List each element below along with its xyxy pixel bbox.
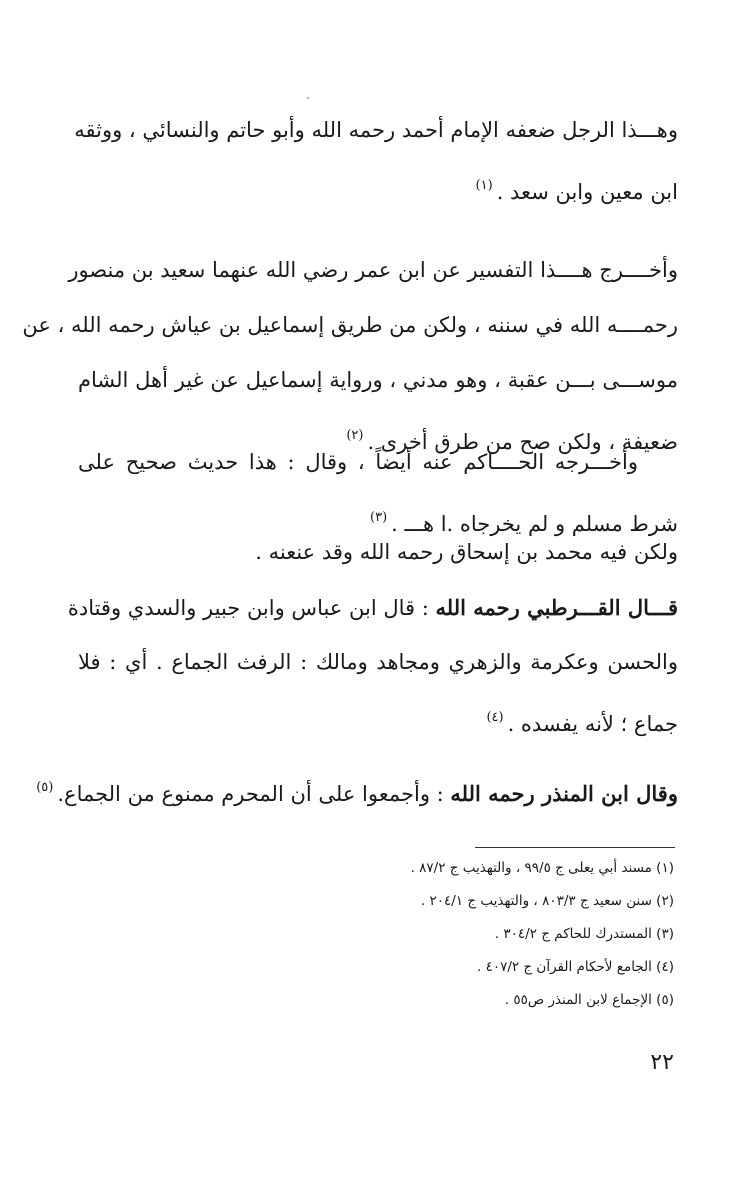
paragraph-2-line-4-text: ضعيفة ، ولكن صح من طرق أخرى .: [367, 430, 678, 454]
footnote-4: (٤) الجامع لأحكام القرآن ج ٤٠٧/٢ .: [476, 959, 674, 975]
paragraph-5-line-3: [78, 690, 678, 745]
footnote-ref-1: (١): [475, 178, 493, 193]
page-number: ٢٢: [650, 1050, 674, 1075]
paragraph-4: [78, 525, 678, 580]
paragraph-6-line-1: [36, 760, 678, 815]
paragraph-1-line-2-text: ابن معين وابن سعد .: [496, 180, 678, 204]
footnote-2: (٢) سنن سعيد ج ٨٠٣/٣ ، والتهذيب ج ٢٠٤/١ .: [420, 893, 674, 909]
paragraph-5-line-3-text: جماع ؛ لأنه يفسده .: [507, 712, 678, 736]
paragraph-1-line-1: وهـــذا الرجل ضعفه الإمام أحمد رحمه الله وأبو حاتم والنسائي ، ووثقه: [74, 118, 678, 142]
footnote-3: (٣) المستدرك للحاكم ج ٣٠٤/٢ .: [494, 926, 674, 942]
paragraph-2-line-3: موســـى بـــن عقبة ، وهو مدني ، ورواية إسماعيل عن غير أهل الشام: [78, 368, 678, 392]
paragraph-6-line-1-text: : وأجمعوا على أن المحرم ممنوع من الجماع.: [57, 782, 444, 806]
paragraph-3-line-1: وأخـــرجه الحــــاكم عنه أيضاً ، وقال : هذا حديث صحيح على: [78, 450, 638, 474]
footnote-ref-2: (٢): [346, 428, 364, 443]
paragraph-1: [74, 103, 678, 213]
ibn-almundhir-heading: وقال ابن المنذر رحمه الله: [450, 781, 678, 806]
paragraph-1-line-2: [78, 158, 678, 213]
paragraph-5: [67, 580, 678, 745]
paragraph-2-line-1: وأخــــرج هــــذا التفسير عن ابن عمر رضي الله عنهما سعيد بن منصور: [68, 258, 678, 282]
paragraph-6: [36, 760, 678, 815]
paragraph-5-line-1: [67, 580, 678, 635]
paragraph-2-line-2: رحمــــه الله في سننه ، ولكن من طريق إسماعيل بن عياش رحمه الله ، عن: [22, 313, 678, 337]
footnote-ref-3: (٣): [370, 510, 388, 525]
paragraph-3-line-2-text: شرط مسلم و لم يخرجاه .ا هـــ .: [391, 512, 678, 536]
print-speck: [307, 97, 309, 99]
paragraph-4-line-1: ولكن فيه محمد بن إسحاق رحمه الله وقد عنعنه .: [255, 540, 678, 564]
footnote-ref-4: (٤): [486, 710, 504, 725]
paragraph-5-line-2: والحسن وعكرمة والزهري ومجاهد ومالك : الرفث الجماع . أي : فلا: [78, 650, 678, 674]
paragraph-5-line-1-text: : قال ابن عباس وابن جبير والسدي وقتادة: [67, 596, 429, 620]
footnote-separator: [475, 847, 675, 848]
qurtubi-heading: قـــال القـــرطبي رحمه الله: [435, 595, 678, 620]
footnotes: [200, 852, 674, 1017]
paragraph-2: [22, 243, 678, 463]
footnote-1: (١) مسند أبي يعلى ج ٩٩/٥ ، والتهذيب ج ٨٧/٢ .: [410, 860, 674, 876]
footnote-ref-5: (٥): [36, 780, 54, 795]
footnote-5: (٥) الإجماع لابن المنذر ص٥٥ .: [504, 992, 674, 1008]
